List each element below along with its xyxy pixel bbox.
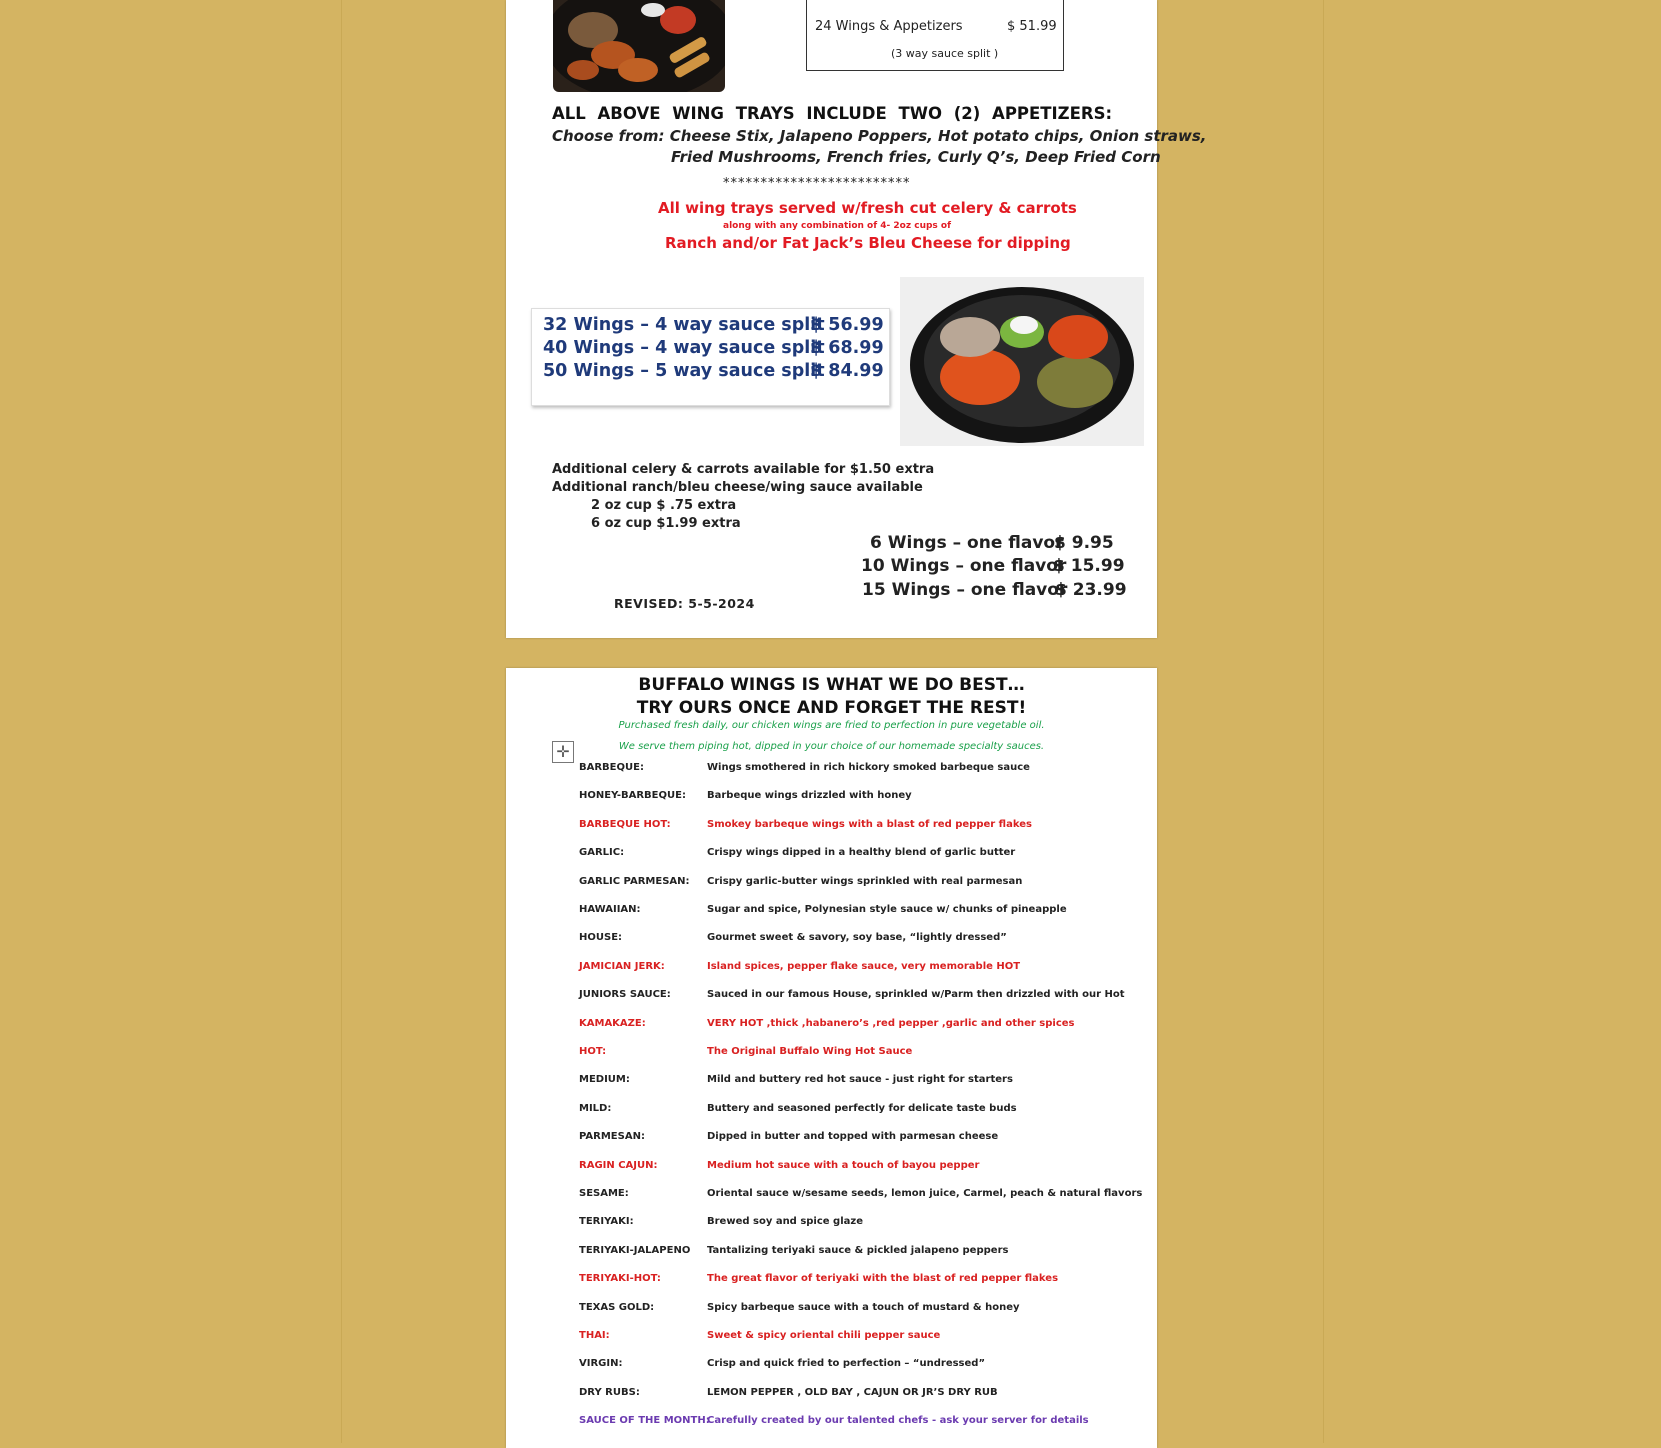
sauce-description: Sweet & spicy oriental chili pepper sauce [707, 1330, 941, 1341]
additional-note: Additional ranch/bleu cheese/wing sauce available [552, 480, 923, 495]
sauce-description: The great flavor of teriyaki with the blast of red pepper flakes [707, 1273, 1059, 1285]
sauce-description: Carefully created by our talented chefs - ask your server for details [707, 1415, 1089, 1427]
sauce-name: VIRGIN: [579, 1358, 623, 1370]
sauce-description: Gourmet sweet & savory, soy base, “lightly dressed” [707, 932, 1007, 944]
appetizer-choices-line2: Fried Mushrooms, French fries, Curly Q’s, Deep Fried Corn [671, 148, 1161, 166]
sauce-description: Wings smothered in rich hickory smoked barbeque sauce [707, 762, 1030, 773]
sauce-description: Island spices, pepper flake sauce, very memorable HOT [707, 960, 1021, 972]
sauce-name: GARLIC PARMESAN: [579, 875, 690, 887]
dipping-note: Ranch and/or Fat Jack’s Bleu Cheese for dipping [665, 234, 1071, 252]
sauce-name: MEDIUM: [579, 1074, 630, 1086]
sauce-name: HONEY-BARBEQUE: [579, 790, 686, 802]
sauce-name: BARBEQUE: [579, 762, 644, 773]
tray-price-box [806, 0, 1064, 71]
sauce-name: PARMESAN: [579, 1131, 645, 1143]
sauce-description: Spicy barbeque sauce with a touch of mustard & honey [707, 1301, 1020, 1313]
sauce-name: TEXAS GOLD: [579, 1301, 655, 1313]
tagline-sauces: We serve them piping hot, dipped in your choice of our homemade specialty sauces. [618, 741, 1045, 752]
star-divider: ************************* [723, 176, 911, 191]
sauce-description: VERY HOT ,thick ,habanero’s ,red pepper ,garlic and other spices [707, 1017, 1075, 1029]
small-order-label: 15 Wings – one flavor [862, 580, 1068, 600]
sauce-description: Barbeque wings drizzled with honey [707, 790, 912, 802]
sauce-description: Crispy wings dipped in a healthy blend of garlic butter [707, 847, 1016, 859]
large-tray-label: 32 Wings – 4 way sauce split [543, 315, 825, 335]
sauce-name: GARLIC: [579, 847, 625, 859]
large-tray-label: 40 Wings – 4 way sauce split [543, 338, 825, 358]
small-order-label: 10 Wings – one flavor [861, 556, 1067, 576]
small-order-price: $ 23.99 [1055, 580, 1127, 600]
large-tray-price: $ 68.99 [810, 338, 884, 358]
tray-price: $ 51.99 [1007, 19, 1057, 34]
small-order-price: $ 9.95 [1054, 533, 1114, 553]
page-subtitle: TRY OURS ONCE AND FORGET THE REST! [636, 698, 1027, 718]
sauce-description: Tantalizing teriyaki sauce & pickled jalapeno peppers [707, 1244, 1009, 1256]
sauce-name: DRY RUBS: [579, 1386, 640, 1398]
sauce-description: Oriental sauce w/sesame seeds, lemon juice, Carmel, peach & natural flavors [707, 1188, 1143, 1199]
appetizer-choices-line1: Choose from: Cheese Stix, Jalapeno Poppers, Hot potato chips, Onion straws, [552, 127, 1207, 145]
sauce-name: JAMICIAN JERK: [579, 960, 665, 972]
tray-note: (3 way sauce split ) [891, 47, 999, 60]
small-order-label: 6 Wings – one flavor [870, 533, 1064, 553]
sauce-description: Brewed soy and spice glaze [707, 1216, 863, 1228]
sauce-name: MILD: [579, 1102, 612, 1114]
sauce-name: SAUCE OF THE MONTH: [579, 1415, 710, 1427]
large-tray-price-box [531, 308, 890, 406]
sauce-name: HOUSE: [579, 932, 623, 944]
menu-page-1 [506, 0, 1207, 638]
menu-page-2 [506, 668, 1157, 1448]
sauce-description: LEMON PEPPER , OLD BAY , CAJUN OR JR’S DRY RUB [707, 1386, 998, 1398]
revised-date: REVISED: 5-5-2024 [614, 596, 755, 611]
sauce-description: Dipped in butter and topped with parmesan cheese [707, 1131, 999, 1143]
sauce-description: Crispy garlic-butter wings sprinkled with real parmesan [707, 875, 1023, 887]
sauce-name: RAGIN CAJUN: [579, 1159, 658, 1171]
tagline-fresh: Purchased fresh daily, our chicken wings are fried to perfection in pure vegetable oil. [618, 720, 1045, 731]
sauce-name: KAMAKAZE: [579, 1017, 646, 1029]
wing-platter-photo [900, 277, 1144, 446]
combo-note: along with any combination of 4- 2oz cups of [723, 221, 952, 231]
sauce-name: SESAME: [579, 1188, 629, 1199]
large-tray-price: $ 84.99 [810, 361, 884, 381]
large-tray-price: $ 56.99 [810, 315, 884, 335]
sauce-name: THAI: [579, 1330, 610, 1341]
sauce-description: Sauced in our famous House, sprinkled w/Parm then drizzled with our Hot [707, 989, 1125, 1001]
sauce-description: Mild and buttery red hot sauce - just right for starters [707, 1074, 1013, 1086]
large-tray-label: 50 Wings – 5 way sauce split [543, 361, 825, 381]
sauce-name: BARBEQUE HOT: [579, 818, 671, 830]
sauce-description: Medium hot sauce with a touch of bayou pepper [707, 1159, 980, 1171]
served-with-note: All wing trays served w/fresh cut celery & carrots [658, 199, 1077, 217]
sauce-description: Crisp and quick fried to perfection – “undressed” [707, 1358, 986, 1370]
sauce-name: TERIYAKI: [579, 1216, 634, 1228]
small-order-price: $ 15.99 [1053, 556, 1125, 576]
sauce-description: Buttery and seasoned perfectly for delicate taste buds [707, 1102, 1017, 1114]
additional-note: 2 oz cup $ .75 extra [591, 498, 737, 513]
tray-label: 24 Wings & Appetizers [815, 19, 963, 34]
sauce-name: TERIYAKI-JALAPENO [579, 1244, 691, 1256]
wings-appetizer-tray-photo [553, 0, 725, 92]
sauce-name: HOT: [579, 1046, 607, 1057]
page-title: BUFFALO WINGS IS WHAT WE DO BEST… [638, 675, 1025, 695]
additional-note: Additional celery & carrots available for $1.50 extra [552, 462, 935, 477]
sauce-name: TERIYAKI-HOT: [579, 1273, 661, 1285]
sauce-description: Sugar and spice, Polynesian style sauce w/ chunks of pineapple [707, 904, 1067, 915]
appetizer-header: ALL ABOVE WING TRAYS INCLUDE TWO (2) APPETIZERS: [552, 104, 1113, 123]
table-move-handle-icon[interactable]: ✛ [552, 741, 574, 763]
sauce-description: Smokey barbeque wings with a blast of red pepper flakes [707, 818, 1032, 830]
sauce-description: The Original Buffalo Wing Hot Sauce [707, 1046, 913, 1057]
sauce-name: HAWAIIAN: [579, 904, 641, 915]
sauce-name: JUNIORS SAUCE: [579, 989, 671, 1001]
additional-note: 6 oz cup $1.99 extra [591, 516, 741, 531]
